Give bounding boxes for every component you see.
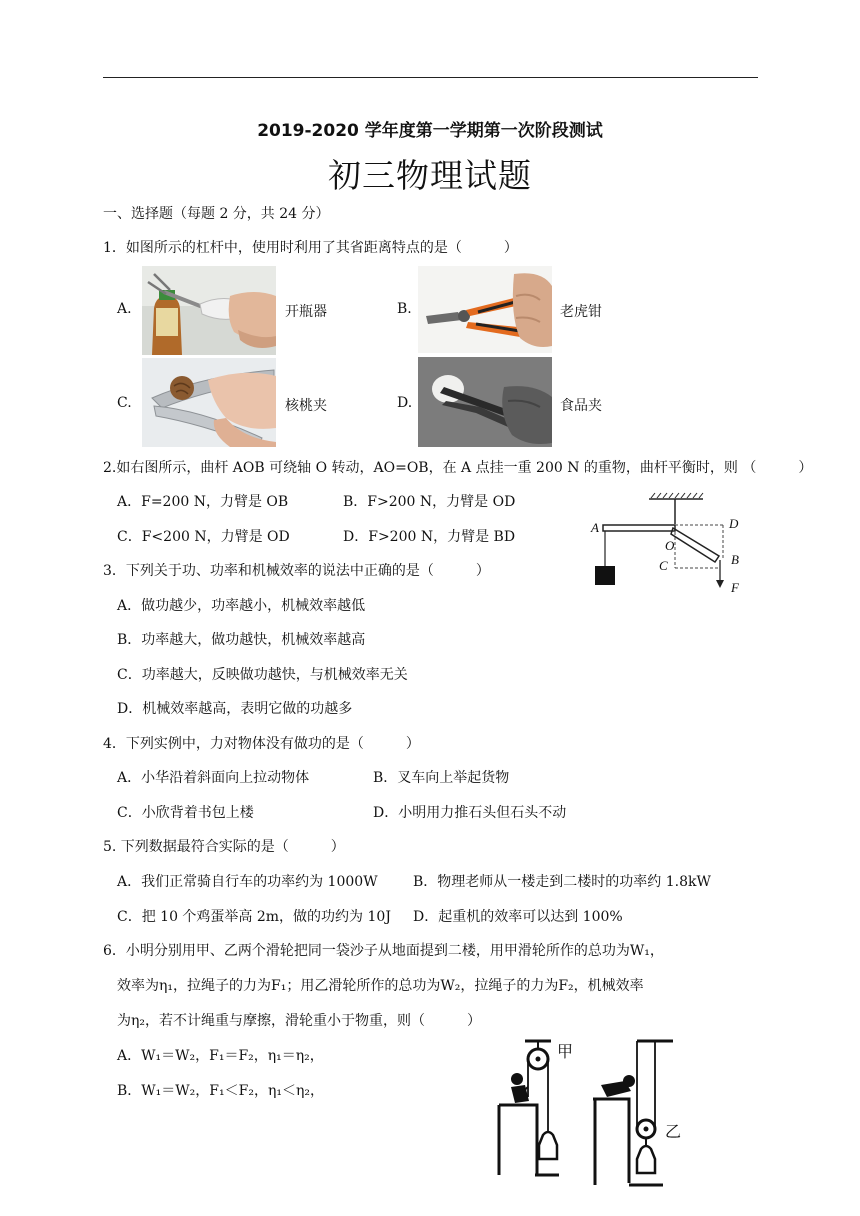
q6-stem-line-3: 为η₂，若不计绳重与摩擦，滑轮重小于物重，则（ ） (117, 1013, 481, 1029)
q5-option-b: B．物理老师从一楼走到二楼时的功率约 1.8kW (413, 874, 711, 890)
q1-stem: 1．如图所示的杠杆中，使用时利用了其省距离特点的是（ ） (103, 240, 518, 256)
q1-food-tongs-photo (418, 357, 552, 447)
q1-option-c-label: 核桃夹 (285, 398, 327, 414)
q1-bottle-opener-photo (142, 266, 276, 355)
q3-option-b: B．功率越大，做功越快，机械效率越高 (117, 632, 366, 648)
q2-stem: 2.如右图所示，曲杆 AOB 可绕轴 O 转动，AO=OB，在 A 点挂一重 200 N 的重物，曲杆平衡时，则 （ ） (103, 460, 813, 476)
q1-option-b-label: 老虎钳 (560, 304, 602, 320)
section-heading: 一、选择题（每题 2 分，共 24 分） (103, 206, 330, 222)
q1-option-b-letter: B. (397, 301, 412, 317)
q5-option-d: D．起重机的效率可以达到 100% (413, 909, 623, 925)
q6-label-yi: 乙 (665, 1122, 682, 1141)
q4-stem: 4．下列实例中，力对物体没有做功的是（ ） (103, 736, 420, 752)
q6-pulley-diagram (495, 1035, 700, 1195)
q2-option-c: C．F<200 N，力臂是 OD (117, 529, 290, 545)
q2-option-b: B．F>200 N，力臂是 OD (343, 494, 516, 510)
q5-option-c: C．把 10 个鸡蛋举高 2m，做的功约为 10J (117, 909, 391, 925)
q3-option-c: C．功率越大，反映做功越快，与机械效率无关 (117, 667, 408, 683)
q2-lever-diagram (585, 488, 755, 600)
q6-option-b: B．W₁＝W₂，F₁＜F₂，η₁＜η₂， (117, 1083, 324, 1099)
q1-option-c-letter: C. (117, 395, 132, 411)
q2-label-b: B (731, 552, 739, 567)
q2-label-d: D (729, 516, 739, 531)
q3-option-a: A．做功越少，功率越小，机械效率越低 (117, 598, 366, 614)
q4-option-c: C．小欣背着书包上楼 (117, 805, 254, 821)
q1-option-d-letter: D. (397, 395, 413, 411)
q1-option-a-label: 开瓶器 (285, 304, 327, 320)
q6-option-a: A．W₁＝W₂，F₁＝F₂，η₁＝η₂， (117, 1048, 324, 1064)
q4-option-d: D．小明用力推石头但石头不动 (373, 805, 567, 821)
q6-stem-line-1: 6．小明分别用甲、乙两个滑轮把同一袋沙子从地面提到二楼，用甲滑轮所作的总功为W₁， (103, 943, 664, 959)
q5-option-a: A．我们正常骑自行车的功率约为 1000W (117, 874, 378, 890)
q2-option-a: A．F=200 N，力臂是 OB (117, 494, 289, 510)
q1-nutcracker-photo (142, 358, 276, 447)
q2-option-d: D．F>200 N，力臂是 BD (343, 529, 516, 545)
q1-option-d-label: 食品夹 (560, 398, 602, 414)
q4-option-b: B．叉车向上举起货物 (373, 770, 510, 786)
q6-stem-line-2: 效率为η₁，拉绳子的力为F₁；用乙滑轮所作的总功为W₂，拉绳子的力为F₂，机械效率 (117, 978, 644, 994)
q5-stem: 5. 下列数据最符合实际的是（ ） (103, 839, 345, 855)
q1-option-a-letter: A. (117, 301, 132, 317)
q2-label-o: O (665, 538, 675, 553)
q4-option-a: A．小华沿着斜面向上拉动物体 (117, 770, 310, 786)
exam-subtitle: 2019-2020 学年度第一学期第一次阶段测试 (257, 121, 603, 141)
q2-label-c: C (659, 558, 668, 573)
exam-title: 初三物理试题 (328, 156, 532, 195)
q3-option-d: D．机械效率越高，表明它做的功越多 (117, 701, 353, 717)
q3-stem: 3．下列关于功、功率和机械效率的说法中正确的是（ ） (103, 563, 490, 579)
q2-label-f: F (731, 580, 739, 595)
q1-pliers-photo (418, 266, 552, 353)
q2-label-a: A (591, 520, 599, 535)
q6-label-jia: 甲 (557, 1042, 574, 1061)
header-rule (103, 77, 758, 78)
